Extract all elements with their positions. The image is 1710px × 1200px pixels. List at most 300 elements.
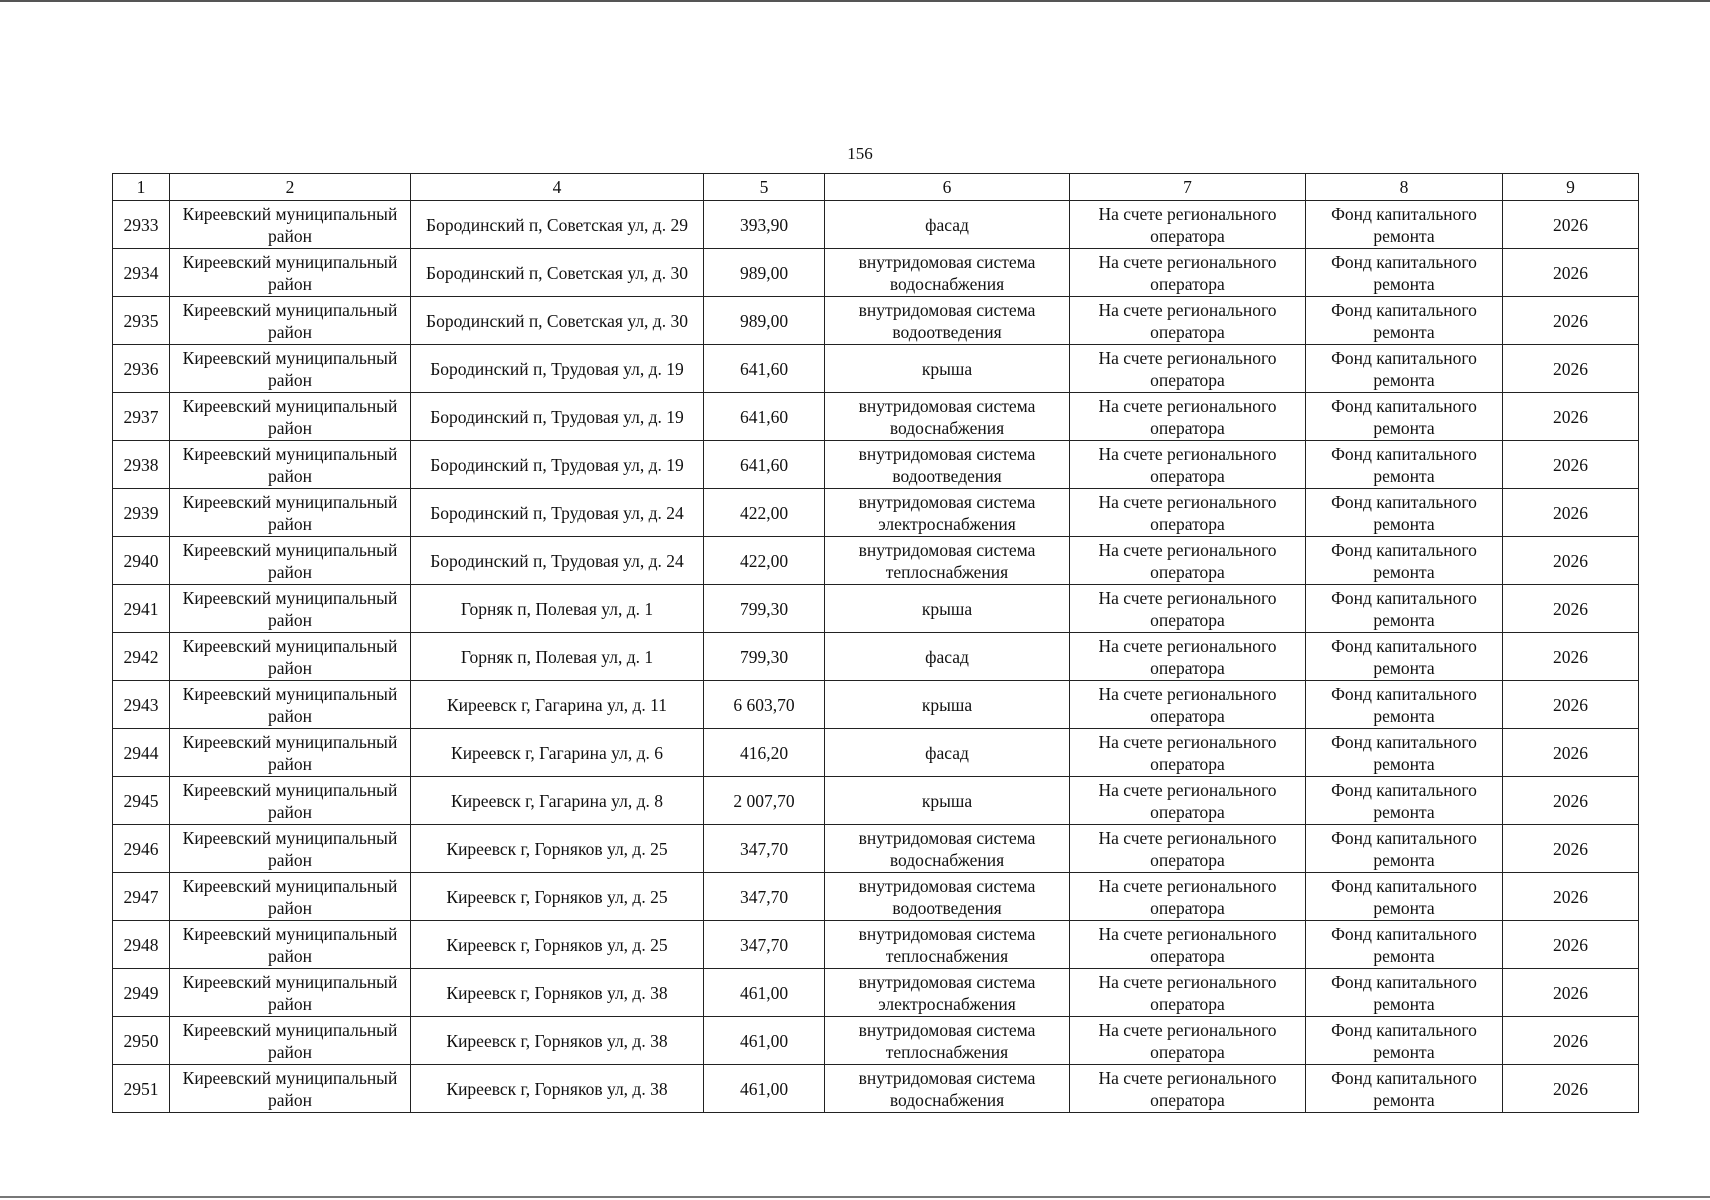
address-text: Киреевск г, Гагарина ул, д. 8	[451, 790, 663, 811]
row-number-cell	[113, 441, 170, 489]
funding-source-text: Фонд капитального ремонта	[1331, 1067, 1477, 1110]
funding-source-cell	[1306, 921, 1503, 969]
district-cell	[170, 297, 411, 345]
year-text: 2026	[1553, 742, 1588, 763]
row-number-text: 2949	[123, 982, 159, 1003]
district-text: Киреевский муниципальный район	[182, 971, 398, 1014]
address-text: Бородинский п, Советская ул, д. 30	[426, 310, 688, 331]
area-cell	[704, 297, 825, 345]
column-number-row	[113, 174, 1639, 201]
fund-account-text: На счете регионального оператора	[1098, 971, 1277, 1014]
area-text: 641,60	[739, 406, 789, 427]
row-number-cell	[113, 585, 170, 633]
fund-account-text: На счете регионального оператора	[1098, 203, 1277, 246]
funding-source-cell	[1306, 201, 1503, 249]
row-number-cell	[113, 393, 170, 441]
funding-source-cell	[1306, 297, 1503, 345]
funding-source-text: Фонд капитального ремонта	[1331, 395, 1477, 438]
row-number-cell	[113, 249, 170, 297]
fund-account-text: На счете регионального оператора	[1098, 683, 1277, 726]
fund-account-cell	[1070, 1065, 1306, 1113]
funding-source-cell	[1306, 777, 1503, 825]
district-cell	[170, 873, 411, 921]
fund-account-cell	[1070, 825, 1306, 873]
work-type-text: фасад	[925, 214, 969, 235]
column-header-4: 4	[411, 174, 704, 201]
year-text: 2026	[1553, 550, 1588, 571]
district-text: Киреевский муниципальный район	[182, 1019, 398, 1062]
address-text: Киреевск г, Горняков ул, д. 38	[446, 1030, 668, 1051]
year-cell	[1503, 633, 1639, 681]
table-row	[113, 585, 1639, 633]
area-cell	[704, 921, 825, 969]
year-text: 2026	[1553, 694, 1588, 715]
fund-account-cell	[1070, 537, 1306, 585]
fund-account-text: На счете регионального оператора	[1098, 1067, 1277, 1110]
funding-source-cell	[1306, 537, 1503, 585]
address-cell	[411, 825, 704, 873]
year-cell	[1503, 297, 1639, 345]
column-header-6: 6	[825, 174, 1070, 201]
address-text: Бородинский п, Советская ул, д. 29	[426, 214, 688, 235]
work-type-cell	[825, 585, 1070, 633]
area-text: 422,00	[739, 550, 789, 571]
district-text: Киреевский муниципальный район	[182, 875, 398, 918]
fund-account-cell	[1070, 777, 1306, 825]
work-type-text: внутридомовая система водоотведения	[858, 299, 1036, 342]
funding-source-cell	[1306, 585, 1503, 633]
district-text: Киреевский муниципальный район	[182, 299, 398, 342]
funding-source-cell	[1306, 729, 1503, 777]
fund-account-cell	[1070, 345, 1306, 393]
area-text: 422,00	[739, 502, 789, 523]
area-cell	[704, 825, 825, 873]
year-cell	[1503, 201, 1639, 249]
area-text: 347,70	[739, 886, 789, 907]
district-text: Киреевский муниципальный район	[182, 395, 398, 438]
district-text: Киреевский муниципальный район	[182, 779, 398, 822]
work-type-cell	[825, 201, 1070, 249]
work-type-text: фасад	[925, 646, 969, 667]
work-type-cell	[825, 393, 1070, 441]
work-type-text: внутридомовая система водоснабжения	[858, 827, 1036, 870]
district-cell	[170, 969, 411, 1017]
area-cell	[704, 1065, 825, 1113]
address-text: Бородинский п, Советская ул, д. 30	[426, 262, 688, 283]
address-cell	[411, 393, 704, 441]
fund-account-cell	[1070, 201, 1306, 249]
area-cell	[704, 873, 825, 921]
row-number-text: 2943	[123, 694, 159, 715]
year-text: 2026	[1553, 1078, 1588, 1099]
area-text: 989,00	[739, 310, 789, 331]
funding-source-text: Фонд капитального ремонта	[1331, 347, 1477, 390]
district-text: Киреевский муниципальный район	[182, 587, 398, 630]
year-cell	[1503, 441, 1639, 489]
year-cell	[1503, 1017, 1639, 1065]
address-cell	[411, 489, 704, 537]
year-cell	[1503, 873, 1639, 921]
fund-account-cell	[1070, 921, 1306, 969]
fund-account-text: На счете регионального оператора	[1098, 251, 1277, 294]
fund-account-text: На счете регионального оператора	[1098, 443, 1277, 486]
area-text: 461,00	[739, 1030, 789, 1051]
year-cell	[1503, 585, 1639, 633]
column-header-9: 9	[1503, 174, 1639, 201]
funding-source-cell	[1306, 345, 1503, 393]
area-text: 989,00	[739, 262, 789, 283]
work-type-text: внутридомовая система водоотведения	[858, 443, 1036, 486]
area-text: 799,30	[739, 646, 789, 667]
address-text: Бородинский п, Трудовая ул, д. 19	[430, 454, 684, 475]
row-number-text: 2940	[123, 550, 159, 571]
district-text: Киреевский муниципальный район	[182, 443, 398, 486]
table-row	[113, 249, 1639, 297]
year-cell	[1503, 777, 1639, 825]
year-text: 2026	[1553, 886, 1588, 907]
area-text: 641,60	[739, 454, 789, 475]
funding-source-text: Фонд капитального ремонта	[1331, 923, 1477, 966]
address-cell	[411, 441, 704, 489]
table-row	[113, 825, 1639, 873]
table-row	[113, 201, 1639, 249]
column-header-8: 8	[1306, 174, 1503, 201]
fund-account-text: На счете регионального оператора	[1098, 779, 1277, 822]
address-cell	[411, 1065, 704, 1113]
address-cell	[411, 201, 704, 249]
repair-program-table	[112, 173, 1639, 1113]
address-cell	[411, 921, 704, 969]
work-type-text: внутридомовая система теплоснабжения	[858, 539, 1036, 582]
year-cell	[1503, 393, 1639, 441]
row-number-text: 2945	[123, 790, 159, 811]
work-type-cell	[825, 633, 1070, 681]
address-cell	[411, 537, 704, 585]
area-cell	[704, 441, 825, 489]
fund-account-cell	[1070, 969, 1306, 1017]
column-header-7: 7	[1070, 174, 1306, 201]
row-number-text: 2950	[123, 1030, 159, 1051]
district-text: Киреевский муниципальный район	[182, 491, 398, 534]
table-row	[113, 1065, 1639, 1113]
table-body	[113, 201, 1639, 1113]
work-type-cell	[825, 873, 1070, 921]
area-cell	[704, 345, 825, 393]
work-type-text: внутридомовая система электроснабжения	[858, 491, 1036, 534]
row-number-cell	[113, 873, 170, 921]
address-text: Горняк п, Полевая ул, д. 1	[460, 598, 654, 619]
area-text: 416,20	[739, 742, 789, 763]
work-type-text: крыша	[921, 598, 973, 619]
fund-account-text: На счете регионального оператора	[1098, 1019, 1277, 1062]
area-cell	[704, 585, 825, 633]
year-cell	[1503, 537, 1639, 585]
district-cell	[170, 1017, 411, 1065]
column-header-1: 1	[113, 174, 170, 201]
work-type-cell	[825, 969, 1070, 1017]
work-type-cell	[825, 681, 1070, 729]
funding-source-text: Фонд капитального ремонта	[1331, 779, 1477, 822]
year-text: 2026	[1553, 838, 1588, 859]
work-type-cell	[825, 825, 1070, 873]
page-bottom-edge	[0, 1196, 1710, 1198]
address-cell	[411, 777, 704, 825]
work-type-cell	[825, 297, 1070, 345]
table-row	[113, 921, 1639, 969]
row-number-text: 2942	[123, 646, 159, 667]
address-cell	[411, 969, 704, 1017]
area-text: 6 603,70	[733, 694, 795, 715]
address-text: Киреевск г, Горняков ул, д. 25	[446, 934, 668, 955]
district-cell	[170, 201, 411, 249]
row-number-cell	[113, 489, 170, 537]
year-text: 2026	[1553, 502, 1588, 523]
area-text: 2 007,70	[733, 790, 795, 811]
fund-account-text: На счете регионального оператора	[1098, 299, 1277, 342]
district-text: Киреевский муниципальный район	[182, 203, 398, 246]
row-number-text: 2933	[123, 214, 159, 235]
row-number-text: 2948	[123, 934, 159, 955]
work-type-cell	[825, 441, 1070, 489]
district-cell	[170, 921, 411, 969]
area-cell	[704, 777, 825, 825]
fund-account-text: На счете регионального оператора	[1098, 731, 1277, 774]
row-number-cell	[113, 201, 170, 249]
funding-source-text: Фонд капитального ремонта	[1331, 683, 1477, 726]
work-type-text: крыша	[921, 790, 973, 811]
row-number-text: 2939	[123, 502, 159, 523]
row-number-cell	[113, 345, 170, 393]
row-number-cell	[113, 297, 170, 345]
fund-account-text: На счете регионального оператора	[1098, 347, 1277, 390]
year-cell	[1503, 969, 1639, 1017]
table-row	[113, 1017, 1639, 1065]
fund-account-cell	[1070, 729, 1306, 777]
year-cell	[1503, 489, 1639, 537]
fund-account-cell	[1070, 585, 1306, 633]
work-type-text: крыша	[921, 358, 973, 379]
fund-account-cell	[1070, 1017, 1306, 1065]
district-cell	[170, 729, 411, 777]
funding-source-text: Фонд капитального ремонта	[1331, 203, 1477, 246]
year-text: 2026	[1553, 310, 1588, 331]
table-row	[113, 633, 1639, 681]
fund-account-cell	[1070, 633, 1306, 681]
work-type-text: внутридомовая система электроснабжения	[858, 971, 1036, 1014]
table-row	[113, 873, 1639, 921]
address-cell	[411, 729, 704, 777]
district-cell	[170, 249, 411, 297]
address-text: Бородинский п, Трудовая ул, д. 24	[430, 550, 684, 571]
district-cell	[170, 441, 411, 489]
address-text: Киреевск г, Горняков ул, д. 38	[446, 982, 668, 1003]
table-row	[113, 777, 1639, 825]
year-text: 2026	[1553, 214, 1588, 235]
area-text: 461,00	[739, 982, 789, 1003]
year-text: 2026	[1553, 790, 1588, 811]
funding-source-text: Фонд капитального ремонта	[1331, 635, 1477, 678]
funding-source-cell	[1306, 681, 1503, 729]
area-cell	[704, 537, 825, 585]
year-cell	[1503, 249, 1639, 297]
address-cell	[411, 585, 704, 633]
funding-source-text: Фонд капитального ремонта	[1331, 251, 1477, 294]
row-number-text: 2938	[123, 454, 159, 475]
address-text: Киреевск г, Гагарина ул, д. 11	[446, 694, 668, 715]
area-cell	[704, 249, 825, 297]
row-number-text: 2934	[123, 262, 159, 283]
area-text: 347,70	[739, 934, 789, 955]
funding-source-cell	[1306, 249, 1503, 297]
address-text: Киреевск г, Гагарина ул, д. 6	[451, 742, 663, 763]
year-cell	[1503, 345, 1639, 393]
area-cell	[704, 729, 825, 777]
district-text: Киреевский муниципальный район	[182, 827, 398, 870]
work-type-text: внутридомовая система водоснабжения	[858, 251, 1036, 294]
fund-account-cell	[1070, 393, 1306, 441]
funding-source-cell	[1306, 441, 1503, 489]
fund-account-text: На счете регионального оператора	[1098, 587, 1277, 630]
address-text: Киреевск г, Горняков ул, д. 38	[446, 1078, 668, 1099]
fund-account-text: На счете регионального оператора	[1098, 635, 1277, 678]
table-row	[113, 489, 1639, 537]
fund-account-cell	[1070, 249, 1306, 297]
funding-source-cell	[1306, 825, 1503, 873]
table-row	[113, 729, 1639, 777]
column-header-5: 5	[704, 174, 825, 201]
area-cell	[704, 681, 825, 729]
work-type-text: внутридомовая система водоснабжения	[858, 1067, 1036, 1110]
district-cell	[170, 1065, 411, 1113]
funding-source-text: Фонд капитального ремонта	[1331, 299, 1477, 342]
row-number-cell	[113, 633, 170, 681]
district-text: Киреевский муниципальный район	[182, 1067, 398, 1110]
work-type-cell	[825, 489, 1070, 537]
row-number-text: 2937	[123, 406, 159, 427]
year-cell	[1503, 825, 1639, 873]
row-number-cell	[113, 825, 170, 873]
area-cell	[704, 393, 825, 441]
row-number-text: 2941	[123, 598, 159, 619]
funding-source-text: Фонд капитального ремонта	[1331, 491, 1477, 534]
year-text: 2026	[1553, 262, 1588, 283]
district-text: Киреевский муниципальный район	[182, 923, 398, 966]
work-type-text: крыша	[921, 694, 973, 715]
area-text: 461,00	[739, 1078, 789, 1099]
row-number-text: 2947	[123, 886, 159, 907]
district-text: Киреевский муниципальный район	[182, 251, 398, 294]
year-text: 2026	[1553, 598, 1588, 619]
district-cell	[170, 585, 411, 633]
year-text: 2026	[1553, 1030, 1588, 1051]
district-cell	[170, 345, 411, 393]
funding-source-cell	[1306, 393, 1503, 441]
work-type-text: фасад	[925, 742, 969, 763]
year-text: 2026	[1553, 982, 1588, 1003]
funding-source-text: Фонд капитального ремонта	[1331, 443, 1477, 486]
table-row	[113, 393, 1639, 441]
row-number-cell	[113, 1017, 170, 1065]
funding-source-cell	[1306, 969, 1503, 1017]
fund-account-text: На счете регионального оператора	[1098, 539, 1277, 582]
fund-account-text: На счете регионального оператора	[1098, 875, 1277, 918]
year-cell	[1503, 1065, 1639, 1113]
row-number-text: 2951	[123, 1078, 159, 1099]
row-number-cell	[113, 969, 170, 1017]
district-cell	[170, 681, 411, 729]
work-type-text: внутридомовая система водоснабжения	[858, 395, 1036, 438]
row-number-text: 2936	[123, 358, 159, 379]
area-cell	[704, 489, 825, 537]
year-text: 2026	[1553, 406, 1588, 427]
funding-source-text: Фонд капитального ремонта	[1331, 971, 1477, 1014]
district-cell	[170, 393, 411, 441]
district-cell	[170, 825, 411, 873]
fund-account-text: На счете регионального оператора	[1098, 923, 1277, 966]
fund-account-cell	[1070, 297, 1306, 345]
column-header-2: 2	[170, 174, 411, 201]
area-text: 641,60	[739, 358, 789, 379]
funding-source-cell	[1306, 1017, 1503, 1065]
area-text: 393,90	[739, 214, 789, 235]
funding-source-text: Фонд капитального ремонта	[1331, 875, 1477, 918]
address-text: Горняк п, Полевая ул, д. 1	[460, 646, 654, 667]
fund-account-cell	[1070, 441, 1306, 489]
area-text: 347,70	[739, 838, 789, 859]
work-type-text: внутридомовая система теплоснабжения	[858, 923, 1036, 966]
address-cell	[411, 873, 704, 921]
address-cell	[411, 297, 704, 345]
year-cell	[1503, 921, 1639, 969]
fund-account-text: На счете регионального оператора	[1098, 827, 1277, 870]
district-cell	[170, 633, 411, 681]
district-text: Киреевский муниципальный район	[182, 731, 398, 774]
year-cell	[1503, 729, 1639, 777]
funding-source-cell	[1306, 489, 1503, 537]
fund-account-cell	[1070, 489, 1306, 537]
work-type-cell	[825, 1017, 1070, 1065]
district-cell	[170, 537, 411, 585]
address-text: Бородинский п, Трудовая ул, д. 19	[430, 358, 684, 379]
year-text: 2026	[1553, 454, 1588, 475]
fund-account-text: На счете регионального оператора	[1098, 491, 1277, 534]
work-type-cell	[825, 537, 1070, 585]
year-text: 2026	[1553, 646, 1588, 667]
district-text: Киреевский муниципальный район	[182, 347, 398, 390]
work-type-cell	[825, 921, 1070, 969]
row-number-text: 2946	[123, 838, 159, 859]
table-row	[113, 345, 1639, 393]
table-row	[113, 297, 1639, 345]
funding-source-cell	[1306, 633, 1503, 681]
table-row	[113, 969, 1639, 1017]
row-number-text: 2944	[123, 742, 159, 763]
address-text: Бородинский п, Трудовая ул, д. 19	[430, 406, 684, 427]
address-text: Киреевск г, Горняков ул, д. 25	[446, 838, 668, 859]
row-number-cell	[113, 729, 170, 777]
funding-source-text: Фонд капитального ремонта	[1331, 587, 1477, 630]
table-row	[113, 441, 1639, 489]
district-text: Киреевский муниципальный район	[182, 635, 398, 678]
address-text: Бородинский п, Трудовая ул, д. 24	[430, 502, 684, 523]
address-cell	[411, 1017, 704, 1065]
funding-source-text: Фонд капитального ремонта	[1331, 731, 1477, 774]
page-number: 156	[847, 144, 873, 163]
funding-source-text: Фонд капитального ремонта	[1331, 1019, 1477, 1062]
year-cell	[1503, 681, 1639, 729]
fund-account-cell	[1070, 873, 1306, 921]
district-text: Киреевский муниципальный район	[182, 683, 398, 726]
